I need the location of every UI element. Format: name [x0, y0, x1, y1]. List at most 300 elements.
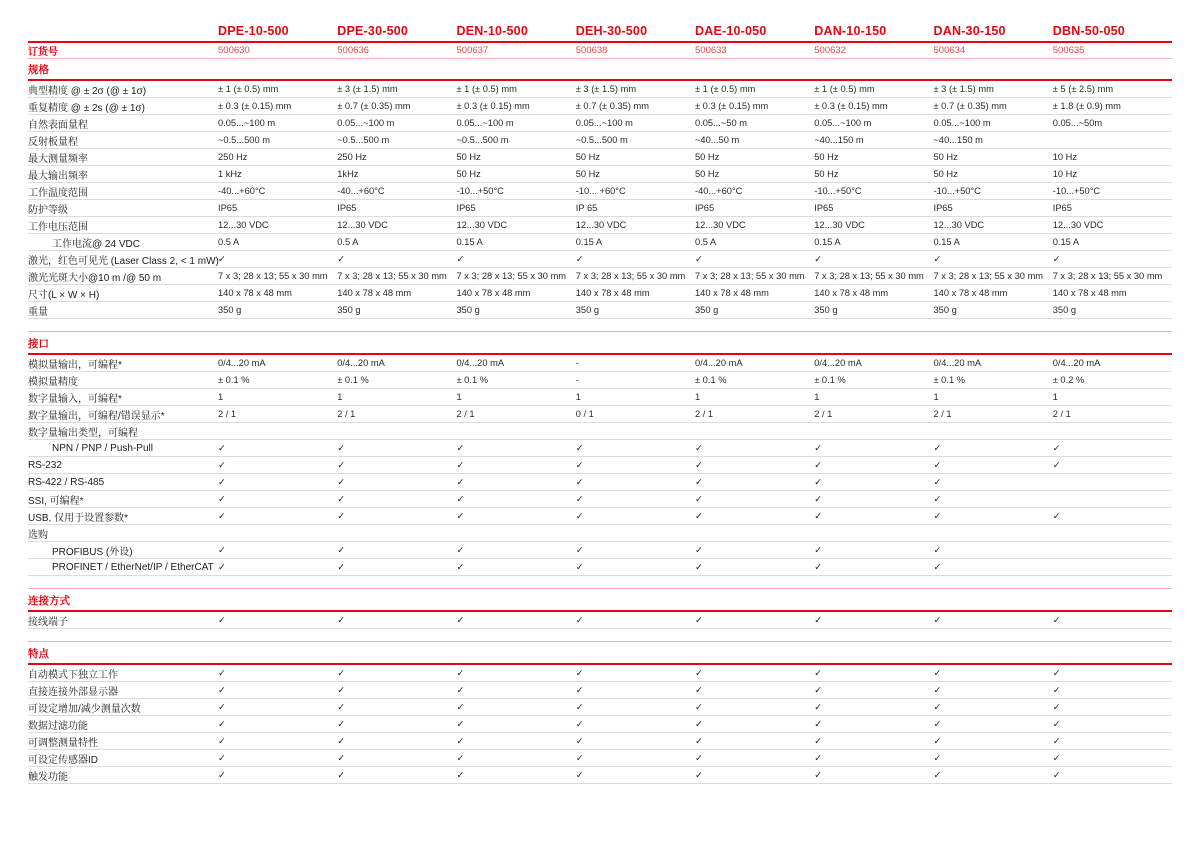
table-row	[28, 149, 1172, 166]
row-label: USB, 仅用于设置参数*	[28, 512, 129, 524]
checkmark-cell: ✓	[695, 442, 703, 453]
value-cell: ± 0.7 (± 0.35) mm	[575, 101, 649, 111]
value-cell: 0.15 A	[575, 237, 603, 247]
model-name: DAN-10-150	[814, 24, 887, 38]
checkmark-cell: ✓	[456, 253, 465, 264]
value-cell: IP65	[456, 203, 476, 213]
checkmark-cell: ✓	[933, 614, 942, 625]
value-cell: 12...30 VDC	[695, 220, 746, 230]
value-cell: 50 Hz	[814, 169, 839, 179]
row-label: 典型精度 @ ± 2σ (@ ± 1σ)	[28, 85, 147, 97]
table-row	[28, 542, 1172, 559]
value-cell: ± 1 (± 0.5) mm	[456, 84, 517, 94]
order-number: 500638	[575, 45, 608, 56]
checkmark-cell: ✓	[575, 459, 584, 470]
value-cell: 0.15 A	[933, 237, 960, 247]
checkmark-cell: ✓	[575, 684, 584, 695]
value-cell: 2 / 1	[814, 409, 833, 419]
checkmark-cell: ✓	[218, 476, 226, 487]
value-cell: ~40...50 m	[695, 135, 740, 145]
value-cell: -10...+50°C	[1052, 186, 1101, 196]
checkmark-cell: ✓	[218, 544, 226, 555]
value-cell: ± 1 (± 0.5) mm	[695, 84, 756, 94]
section	[28, 331, 1172, 576]
checkmark-cell: ✓	[814, 510, 823, 521]
checkmark-cell: ✓	[575, 614, 584, 625]
row-label: 反射板量程	[28, 136, 78, 148]
row-label: 可设定传感器ID	[28, 754, 98, 766]
row-label: 防护等级	[28, 204, 68, 216]
value-cell: 140 x 78 x 48 mm	[218, 288, 292, 298]
section-title: 特点	[28, 643, 1172, 665]
value-cell: IP65	[933, 203, 953, 213]
value-cell: ± 0.1 %	[337, 375, 369, 385]
value-cell: 350 g	[933, 305, 957, 315]
table-row	[28, 665, 1172, 682]
value-cell: 1	[814, 392, 820, 402]
row-label: 数字量输出，可编程/错误显示*	[28, 410, 165, 422]
checkmark-cell: ✓	[1052, 614, 1061, 625]
checkmark-cell: ✓	[933, 561, 942, 572]
checkmark-cell: ✓	[456, 544, 465, 555]
value-cell: ± 1 (± 0.5) mm	[814, 84, 875, 94]
value-cell: 7 x 3; 28 x 13; 55 x 30 mm	[456, 271, 567, 281]
checkmark-cell: ✓	[575, 718, 584, 729]
checkmark-cell: ✓	[814, 442, 823, 453]
value-cell: 0.05...~100 m	[575, 118, 633, 128]
checkmark-cell: ✓	[933, 769, 942, 780]
value-cell: 0.05...~100 m	[456, 118, 514, 128]
value-cell: 350 g	[575, 305, 600, 315]
value-cell: IP65	[218, 203, 238, 213]
model-header-row	[28, 24, 1172, 43]
table-row	[28, 423, 1172, 440]
checkmark-cell: ✓	[695, 684, 703, 695]
checkmark-cell: ✓	[695, 701, 703, 712]
value-cell: 12...30 VDC	[575, 220, 627, 230]
value-cell: 50 Hz	[695, 152, 720, 162]
value-cell: ± 3 (± 1.5) mm	[933, 84, 994, 94]
table-row	[28, 508, 1172, 525]
checkmark-cell: ✓	[933, 510, 942, 521]
order-number: 500636	[337, 45, 369, 56]
value-cell: 50 Hz	[933, 152, 958, 162]
checkmark-cell: ✓	[1052, 752, 1061, 763]
value-cell: ± 0.1 %	[695, 375, 727, 385]
checkmark-cell: ✓	[456, 701, 465, 712]
checkmark-cell: ✓	[1052, 718, 1061, 729]
value-cell: 140 x 78 x 48 mm	[337, 288, 412, 298]
value-cell: 140 x 78 x 48 mm	[456, 288, 531, 298]
table-row	[28, 474, 1172, 491]
value-cell: 7 x 3; 28 x 13; 55 x 30 mm	[933, 271, 1044, 281]
row-label: NPN / PNP / Push-Pull	[52, 442, 153, 454]
checkmark-cell: ✓	[695, 510, 703, 521]
table-row	[28, 716, 1172, 733]
checkmark-cell: ✓	[337, 253, 346, 264]
table-row	[28, 81, 1172, 98]
checkmark-cell: ✓	[1052, 459, 1061, 470]
row-label: 数字量输出类型，可编程	[28, 427, 138, 439]
checkmark-cell: ✓	[575, 667, 584, 678]
checkmark-cell: ✓	[933, 476, 942, 487]
checkmark-cell: ✓	[814, 459, 823, 470]
checkmark-cell: ✓	[575, 493, 584, 504]
value-cell: 140 x 78 x 48 mm	[1052, 288, 1127, 298]
table-row	[28, 183, 1172, 200]
checkmark-cell: ✓	[814, 493, 823, 504]
checkmark-cell: ✓	[218, 752, 226, 763]
value-cell: 2 / 1	[337, 409, 356, 419]
value-cell: 0/4...20 mA	[695, 358, 743, 368]
checkmark-cell: ✓	[933, 667, 942, 678]
checkmark-cell: ✓	[695, 718, 703, 729]
value-cell: 0.15 A	[456, 237, 483, 247]
checkmark-cell: ✓	[933, 684, 942, 695]
table-row	[28, 251, 1172, 268]
value-cell: 0/4...20 mA	[456, 358, 505, 368]
checkmark-cell: ✓	[575, 735, 584, 746]
value-cell: 0.05...~100 m	[337, 118, 395, 128]
checkmark-cell: ✓	[814, 614, 823, 625]
checkmark-cell: ✓	[456, 476, 465, 487]
model-name: DEN-10-500	[456, 24, 528, 38]
value-cell: 12...30 VDC	[814, 220, 865, 230]
table-sections	[28, 59, 1172, 784]
order-number: 500635	[1052, 45, 1085, 56]
table-row	[28, 491, 1172, 508]
value-cell: 7 x 3; 28 x 13; 55 x 30 mm	[695, 271, 805, 281]
row-label: 尺寸(L × W × H)	[28, 289, 100, 301]
checkmark-cell: ✓	[218, 614, 226, 625]
row-label: 数据过滤功能	[28, 720, 88, 732]
value-cell: 12...30 VDC	[218, 220, 269, 230]
checkmark-cell: ✓	[1052, 442, 1061, 453]
value-cell: ± 0.2 %	[1052, 375, 1085, 385]
value-cell: 140 x 78 x 48 mm	[575, 288, 650, 298]
model-name: DAE-10-050	[695, 24, 767, 38]
order-number: 500630	[218, 45, 250, 56]
value-cell: ~0.5...500 m	[218, 135, 270, 145]
checkmark-cell: ✓	[337, 735, 346, 746]
checkmark-cell: ✓	[1052, 735, 1061, 746]
table-row	[28, 372, 1172, 389]
table-row	[28, 355, 1172, 372]
checkmark-cell: ✓	[456, 667, 465, 678]
value-cell: IP65	[1052, 203, 1072, 213]
value-cell: 1	[933, 392, 939, 402]
value-cell: ± 0.7 (± 0.35) mm	[933, 101, 1007, 111]
value-cell: 50 Hz	[695, 169, 720, 179]
checkmark-cell: ✓	[218, 769, 226, 780]
checkmark-cell: ✓	[695, 752, 703, 763]
checkmark-cell: ✓	[695, 614, 703, 625]
table-row	[28, 302, 1172, 319]
checkmark-cell: ✓	[814, 476, 823, 487]
table-row	[28, 406, 1172, 423]
checkmark-cell: ✓	[337, 476, 346, 487]
checkmark-cell: ✓	[218, 667, 226, 678]
checkmark-cell: ✓	[575, 544, 584, 555]
checkmark-cell: ✓	[575, 752, 584, 763]
table-row	[28, 234, 1172, 251]
row-label: 模拟量输出，可编程*	[28, 359, 122, 371]
checkmark-cell: ✓	[218, 253, 226, 264]
value-cell: 10 Hz	[1052, 152, 1078, 162]
value-cell: IP65	[337, 203, 357, 213]
value-cell: 0.5 A	[337, 237, 359, 247]
checkmark-cell: ✓	[456, 752, 465, 763]
row-label: PROFIBUS (外设)	[52, 546, 133, 558]
value-cell: 350 g	[814, 305, 838, 315]
row-label: 可调整测量特性	[28, 737, 98, 749]
checkmark-cell: ✓	[456, 442, 465, 453]
table-row	[28, 525, 1172, 542]
value-cell: 0/4...20 mA	[814, 358, 862, 368]
value-cell: 2 / 1	[1052, 409, 1071, 419]
checkmark-cell: ✓	[814, 253, 823, 264]
checkmark-cell: ✓	[695, 253, 703, 264]
order-number: 500634	[933, 45, 966, 56]
table-row	[28, 268, 1172, 285]
checkmark-cell: ✓	[933, 735, 942, 746]
value-cell: ~40...150 m	[933, 135, 983, 145]
value-cell: -40...+60°C	[337, 186, 385, 196]
row-label: 工作电压范围	[28, 221, 88, 233]
checkmark-cell: ✓	[218, 459, 226, 470]
value-cell: 140 x 78 x 48 mm	[695, 288, 769, 298]
value-cell: 7 x 3; 28 x 13; 55 x 30 mm	[218, 271, 328, 281]
section	[28, 588, 1172, 629]
checkmark-cell: ✓	[456, 459, 465, 470]
value-cell: 0.05...~100 m	[218, 118, 276, 128]
checkmark-cell: ✓	[695, 561, 703, 572]
value-cell: IP 65	[575, 203, 598, 213]
row-label: RS-232	[28, 459, 62, 471]
checkmark-cell: ✓	[814, 735, 823, 746]
checkmark-cell: ✓	[575, 701, 584, 712]
checkmark-cell: ✓	[337, 510, 346, 521]
row-label: 激光光斑大小@10 m /@ 50 m	[28, 272, 162, 284]
value-cell: -10...+50°C	[933, 186, 981, 196]
checkmark-cell: ✓	[933, 442, 942, 453]
value-cell: -10...+50°C	[456, 186, 504, 196]
value-cell: ± 0.3 (± 0.15) mm	[814, 101, 888, 111]
value-cell: 0.05...~100 m	[933, 118, 991, 128]
value-cell: 50 Hz	[933, 169, 958, 179]
checkmark-cell: ✓	[337, 544, 346, 555]
value-cell: 350 g	[695, 305, 719, 315]
value-cell: ± 0.3 (± 0.15) mm	[695, 101, 769, 111]
value-cell: 1	[337, 392, 343, 402]
checkmark-cell: ✓	[933, 718, 942, 729]
checkmark-cell: ✓	[456, 614, 465, 625]
value-cell: 0.5 A	[695, 237, 717, 247]
section-title: 接口	[28, 333, 1172, 355]
checkmark-cell: ✓	[218, 442, 226, 453]
table-row	[28, 612, 1172, 629]
section-title: 规格	[28, 59, 1172, 81]
value-cell: 350 g	[218, 305, 242, 315]
order-number: 500637	[456, 45, 489, 56]
section-title: 连接方式	[28, 590, 1172, 612]
checkmark-cell: ✓	[456, 718, 465, 729]
value-cell: -40...+60°C	[695, 186, 743, 196]
checkmark-cell: ✓	[337, 752, 346, 763]
checkmark-cell: ✓	[218, 561, 226, 572]
value-cell: IP65	[814, 203, 834, 213]
row-label: PROFINET / EtherNet/IP / EtherCAT	[52, 561, 214, 573]
value-cell: 0/4...20 mA	[933, 358, 982, 368]
model-name: DEH-30-500	[575, 24, 648, 38]
checkmark-cell: ✓	[456, 561, 465, 572]
value-cell: ~0.5...500 m	[456, 135, 509, 145]
value-cell: 0/4...20 mA	[218, 358, 266, 368]
checkmark-cell: ✓	[456, 735, 465, 746]
checkmark-cell: ✓	[456, 684, 465, 695]
checkmark-cell: ✓	[933, 544, 942, 555]
value-cell: ± 1.8 (± 0.9) mm	[1052, 101, 1121, 111]
value-cell: ± 0.1 %	[218, 375, 250, 385]
checkmark-cell: ✓	[695, 459, 703, 470]
order-number: 500632	[814, 45, 846, 56]
checkmark-cell: ✓	[695, 476, 703, 487]
checkmark-cell: ✓	[695, 735, 703, 746]
checkmark-cell: ✓	[218, 701, 226, 712]
value-cell: 1 kHz	[218, 169, 242, 179]
value-cell: 7 x 3; 28 x 13; 55 x 30 mm	[575, 271, 686, 281]
checkmark-cell: ✓	[814, 561, 823, 572]
table-row	[28, 200, 1172, 217]
value-cell: 1	[218, 392, 224, 402]
model-name: DPE-10-500	[218, 24, 289, 38]
value-cell: 1kHz	[337, 169, 359, 179]
row-label: 激光，红色可见光 (Laser Class 2, < 1 mW)	[28, 255, 219, 267]
checkmark-cell: ✓	[337, 561, 346, 572]
value-cell: ± 0.3 (± 0.15) mm	[218, 101, 292, 111]
value-cell: ± 5 (± 2.5) mm	[1052, 84, 1114, 94]
checkmark-cell: ✓	[575, 561, 584, 572]
order-number: 500633	[695, 45, 727, 56]
value-cell: -10...+50°C	[814, 186, 862, 196]
checkmark-cell: ✓	[1052, 701, 1061, 712]
value-cell: ± 0.1 %	[814, 375, 846, 385]
checkmark-cell: ✓	[814, 718, 823, 729]
value-cell: 2 / 1	[456, 409, 475, 419]
checkmark-cell: ✓	[1052, 769, 1061, 780]
row-label: 工作温度范围	[28, 187, 88, 199]
value-cell: -40...+60°C	[218, 186, 266, 196]
value-cell: 0.15 A	[814, 237, 841, 247]
checkmark-cell: ✓	[695, 667, 703, 678]
checkmark-cell: ✓	[1052, 510, 1061, 521]
row-label: 最大测量频率	[28, 153, 88, 165]
table-row	[28, 682, 1172, 699]
value-cell: ± 3 (± 1.5) mm	[575, 84, 637, 94]
model-name: DPE-30-500	[337, 24, 409, 38]
checkmark-cell: ✓	[218, 718, 226, 729]
table-row	[28, 457, 1172, 474]
checkmark-cell: ✓	[695, 769, 703, 780]
value-cell: 0.05...~100 m	[814, 118, 872, 128]
value-cell: 0 / 1	[575, 409, 594, 419]
value-cell: ± 0.3 (± 0.15) mm	[456, 101, 530, 111]
value-cell: 1	[575, 392, 581, 402]
row-label: 触发功能	[28, 771, 68, 783]
checkmark-cell: ✓	[933, 752, 942, 763]
table-row	[28, 389, 1172, 406]
checkmark-cell: ✓	[933, 459, 942, 470]
table-row	[28, 217, 1172, 234]
checkmark-cell: ✓	[575, 510, 584, 521]
value-cell: ± 0.7 (± 0.35) mm	[337, 101, 411, 111]
checkmark-cell: ✓	[575, 253, 584, 264]
row-label: 可设定增加/减少测量次数	[28, 703, 141, 715]
checkmark-cell: ✓	[933, 253, 942, 264]
order-number-label: 订货号	[28, 47, 58, 58]
row-label: 数字量输入，可编程*	[28, 393, 122, 405]
checkmark-cell: ✓	[814, 684, 823, 695]
checkmark-cell: ✓	[575, 476, 584, 487]
value-cell: 7 x 3; 28 x 13; 55 x 30 mm	[814, 271, 924, 281]
checkmark-cell: ✓	[337, 459, 346, 470]
table-row	[28, 285, 1172, 302]
checkmark-cell: ✓	[456, 769, 465, 780]
checkmark-cell: ✓	[337, 769, 346, 780]
value-cell: ± 3 (± 1.5) mm	[337, 84, 398, 94]
table-row	[28, 559, 1172, 576]
value-cell: 12...30 VDC	[456, 220, 508, 230]
row-label: 直接连接外部显示器	[28, 686, 118, 698]
value-cell: 50 Hz	[456, 152, 481, 162]
section	[28, 641, 1172, 784]
value-cell: 350 g	[456, 305, 480, 315]
value-cell: 0/4...20 mA	[1052, 358, 1101, 368]
value-cell: 12...30 VDC	[1052, 220, 1104, 230]
table-row	[28, 699, 1172, 716]
row-label: SSI, 可编程*	[28, 495, 84, 507]
checkmark-cell: ✓	[337, 493, 346, 504]
row-label: 选购	[28, 529, 48, 541]
value-cell: ± 0.1 %	[933, 375, 965, 385]
table-row	[28, 440, 1172, 457]
table-row	[28, 98, 1172, 115]
value-cell: 2 / 1	[933, 409, 952, 419]
value-cell: ± 0.1 %	[456, 375, 488, 385]
value-cell: ~0.5...500 m	[575, 135, 628, 145]
value-cell: 0.15 A	[1052, 237, 1080, 247]
value-cell: 250 Hz	[337, 152, 367, 162]
checkmark-cell: ✓	[456, 493, 465, 504]
checkmark-cell: ✓	[337, 718, 346, 729]
table-row	[28, 767, 1172, 784]
value-cell: 0.05...~50 m	[695, 118, 747, 128]
row-label: 自然表面量程	[28, 119, 88, 131]
value-cell: 140 x 78 x 48 mm	[933, 288, 1008, 298]
checkmark-cell: ✓	[456, 510, 465, 521]
value-cell: 7 x 3; 28 x 13; 55 x 30 mm	[337, 271, 447, 281]
checkmark-cell: ✓	[695, 493, 703, 504]
checkmark-cell: ✓	[814, 701, 823, 712]
value-cell: 0.5 A	[218, 237, 240, 247]
row-label: 自动模式下独立工作	[28, 669, 118, 681]
checkmark-cell: ✓	[814, 667, 823, 678]
checkmark-cell: ✓	[1052, 684, 1061, 695]
value-cell: 50 Hz	[575, 152, 601, 162]
checkmark-cell: ✓	[814, 544, 823, 555]
table-row	[28, 733, 1172, 750]
checkmark-cell: ✓	[337, 442, 346, 453]
